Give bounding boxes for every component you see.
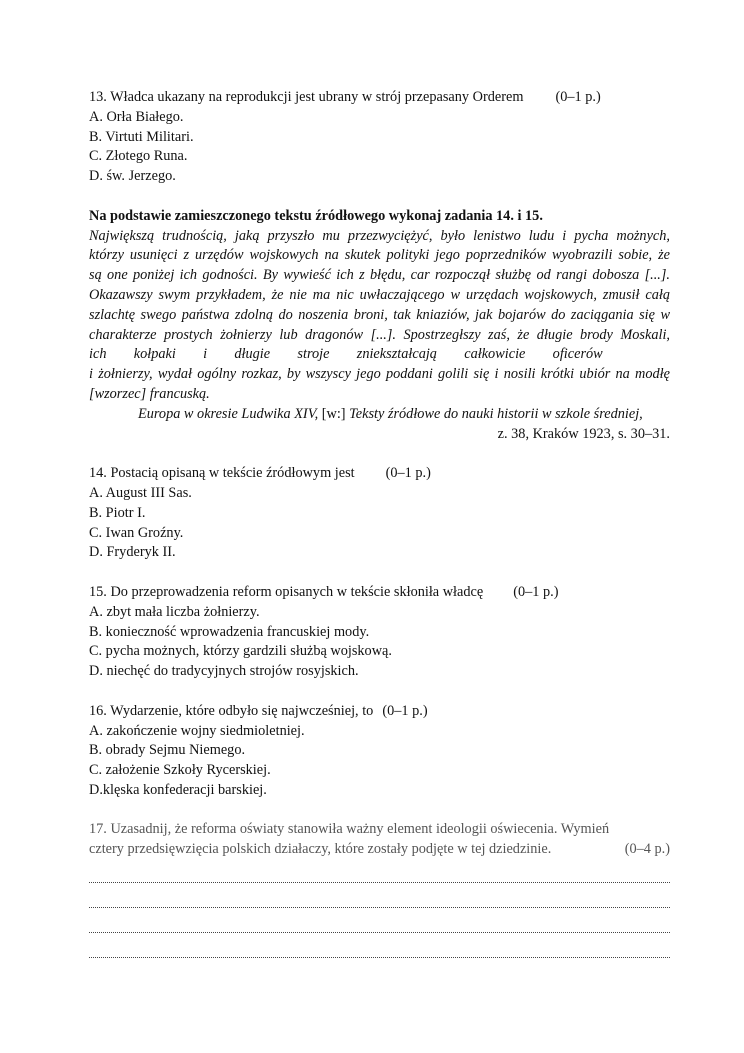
question-17	[89, 820, 670, 860]
answer-area[interactable]	[89, 860, 670, 958]
question-15	[89, 583, 670, 682]
source-line-1: Największą trudnością, jaką przyszło mu przezwyciężyć, było lenistwo ludu i pycha możnych,	[89, 227, 670, 244]
question-16-option-b: B. obrady Sejmu Niemego.	[89, 742, 246, 759]
source-line-5: szlachtę swego państwa zdolną do noszenia broni, tak kniaziów, jak bojarów do zaciągania się w	[89, 306, 670, 323]
question-14-points: (0–1 p.)	[385, 465, 431, 482]
question-14	[89, 464, 670, 563]
question-13-option-d: D. św. Jerzego.	[89, 168, 176, 185]
citation-book: Teksty źródłowe do nauki historii w szkole średniej,	[349, 405, 643, 422]
question-13-option-a: A. Orła Białego.	[89, 108, 184, 125]
source-word: oficerów	[552, 346, 603, 363]
answer-line-2[interactable]	[89, 885, 670, 908]
question-16-option-a: A. zakończenie wojny siedmioletniej.	[89, 722, 305, 739]
answer-line-1[interactable]	[89, 860, 670, 883]
question-14-option-c: C. Iwan Groźny.	[89, 524, 184, 541]
source-line-4: Okazawszy swym przykładem, że nie ma nic uwłaczającego w urzędach wojskowych, zmusił całą	[89, 286, 670, 303]
source-line-3: są one poniżej ich godności. By wywieść ich z błędu, car rozpoczął służbę od rangi dobosza [...].	[89, 267, 670, 284]
source-word: i	[203, 346, 208, 363]
source-word: ich	[89, 346, 107, 363]
exam-page	[89, 88, 670, 960]
source-line-9: [wzorzec] francuską.	[89, 385, 210, 402]
question-13-stem	[89, 88, 670, 108]
question-17-line-2	[89, 840, 670, 860]
question-15-option-d: D. niechęć do tradycyjnych strojów rosyjskich.	[89, 663, 359, 680]
question-14-option-d: D. Fryderyk II.	[89, 544, 176, 561]
answer-line-4[interactable]	[89, 935, 670, 958]
citation-in: [w:]	[318, 405, 350, 422]
source-line-2: którzy usunięci z urzędów wojskowych na skutek polityki jego poprzedników wyobrazili sobie, że	[89, 247, 670, 264]
question-14-option-a: A. August III Sas.	[89, 484, 192, 501]
question-13-option-b: B. Virtuti Militari.	[89, 128, 194, 145]
source-line-6: charakterze prostych żołnierzy lub dragonów [...]. Spostrzegłszy zaś, że długie brody Moskali,	[89, 326, 670, 343]
question-16-points: (0–1 p.)	[382, 702, 428, 719]
source-word: zniekształcają	[356, 346, 437, 363]
source-word: stroje	[297, 346, 330, 363]
question-14-option-b: B. Piotr I.	[89, 504, 146, 521]
question-15-option-b: B. konieczność wprowadzenia francuskiej mody.	[89, 623, 370, 640]
question-16-option-d: D.klęska konfederacji barskiej.	[89, 781, 267, 798]
question-13-text: 13. Władca ukazany na reprodukcji jest ubrany w strój przepasany Orderem	[89, 89, 524, 105]
question-15-option-a: A. zbyt mała liczba żołnierzy.	[89, 603, 260, 620]
source-word	[630, 345, 670, 365]
question-15-stem	[89, 583, 670, 603]
question-16-stem	[89, 702, 670, 722]
question-17-points: (0–4 p.)	[624, 841, 670, 858]
source-word: całkowicie	[464, 346, 526, 363]
question-14-text: 14. Postacią opisaną w tekście źródłowym jest	[89, 465, 355, 482]
source-instruction: Na podstawie zamieszczonego tekstu źródłowego wykonaj zadania 14. i 15.	[89, 207, 543, 224]
source-word: kołpaki	[133, 346, 176, 363]
question-15-points: (0–1 p.)	[513, 583, 559, 600]
question-13-points: (0–1 p.)	[555, 89, 601, 105]
question-15-option-c: C. pycha możnych, którzy gardzili służbą wojskową.	[89, 643, 392, 660]
source-word: długie	[234, 346, 271, 363]
question-16-text: 16. Wydarzenie, które odbyło się najwcześniej, to	[89, 702, 374, 719]
question-13	[89, 88, 670, 187]
source-citation-line-2: z. 38, Kraków 1923, s. 30–31.	[497, 425, 670, 442]
source-text	[89, 227, 670, 405]
citation-title: Europa w okresie Ludwika XIV,	[138, 405, 319, 422]
question-17-line-2-text: cztery przedsięwzięcia polskich działaczy, które zostały podjęte w tej dziedzinie.	[89, 841, 552, 858]
answer-line-3[interactable]	[89, 910, 670, 933]
question-16	[89, 702, 670, 801]
question-13-option-c: C. Złotego Runa.	[89, 148, 188, 165]
source-block	[89, 207, 670, 445]
question-15-text: 15. Do przeprowadzenia reform opisanych w tekście skłoniła władcę	[89, 583, 484, 600]
question-14-stem	[89, 464, 670, 484]
source-citation-line-1	[89, 405, 670, 425]
source-line-8: i żołnierzy, wydał ogólny rozkaz, by wszyscy jego poddani golili się i nosili krótki ubiór na modłę	[89, 366, 670, 383]
question-17-line-1: 17. Uzasadnij, że reforma oświaty stanowiła ważny element ideologii oświecenia. Wymień	[89, 821, 610, 838]
question-16-option-c: C. założenie Szkoły Rycerskiej.	[89, 762, 271, 779]
source-line-7	[89, 345, 670, 365]
